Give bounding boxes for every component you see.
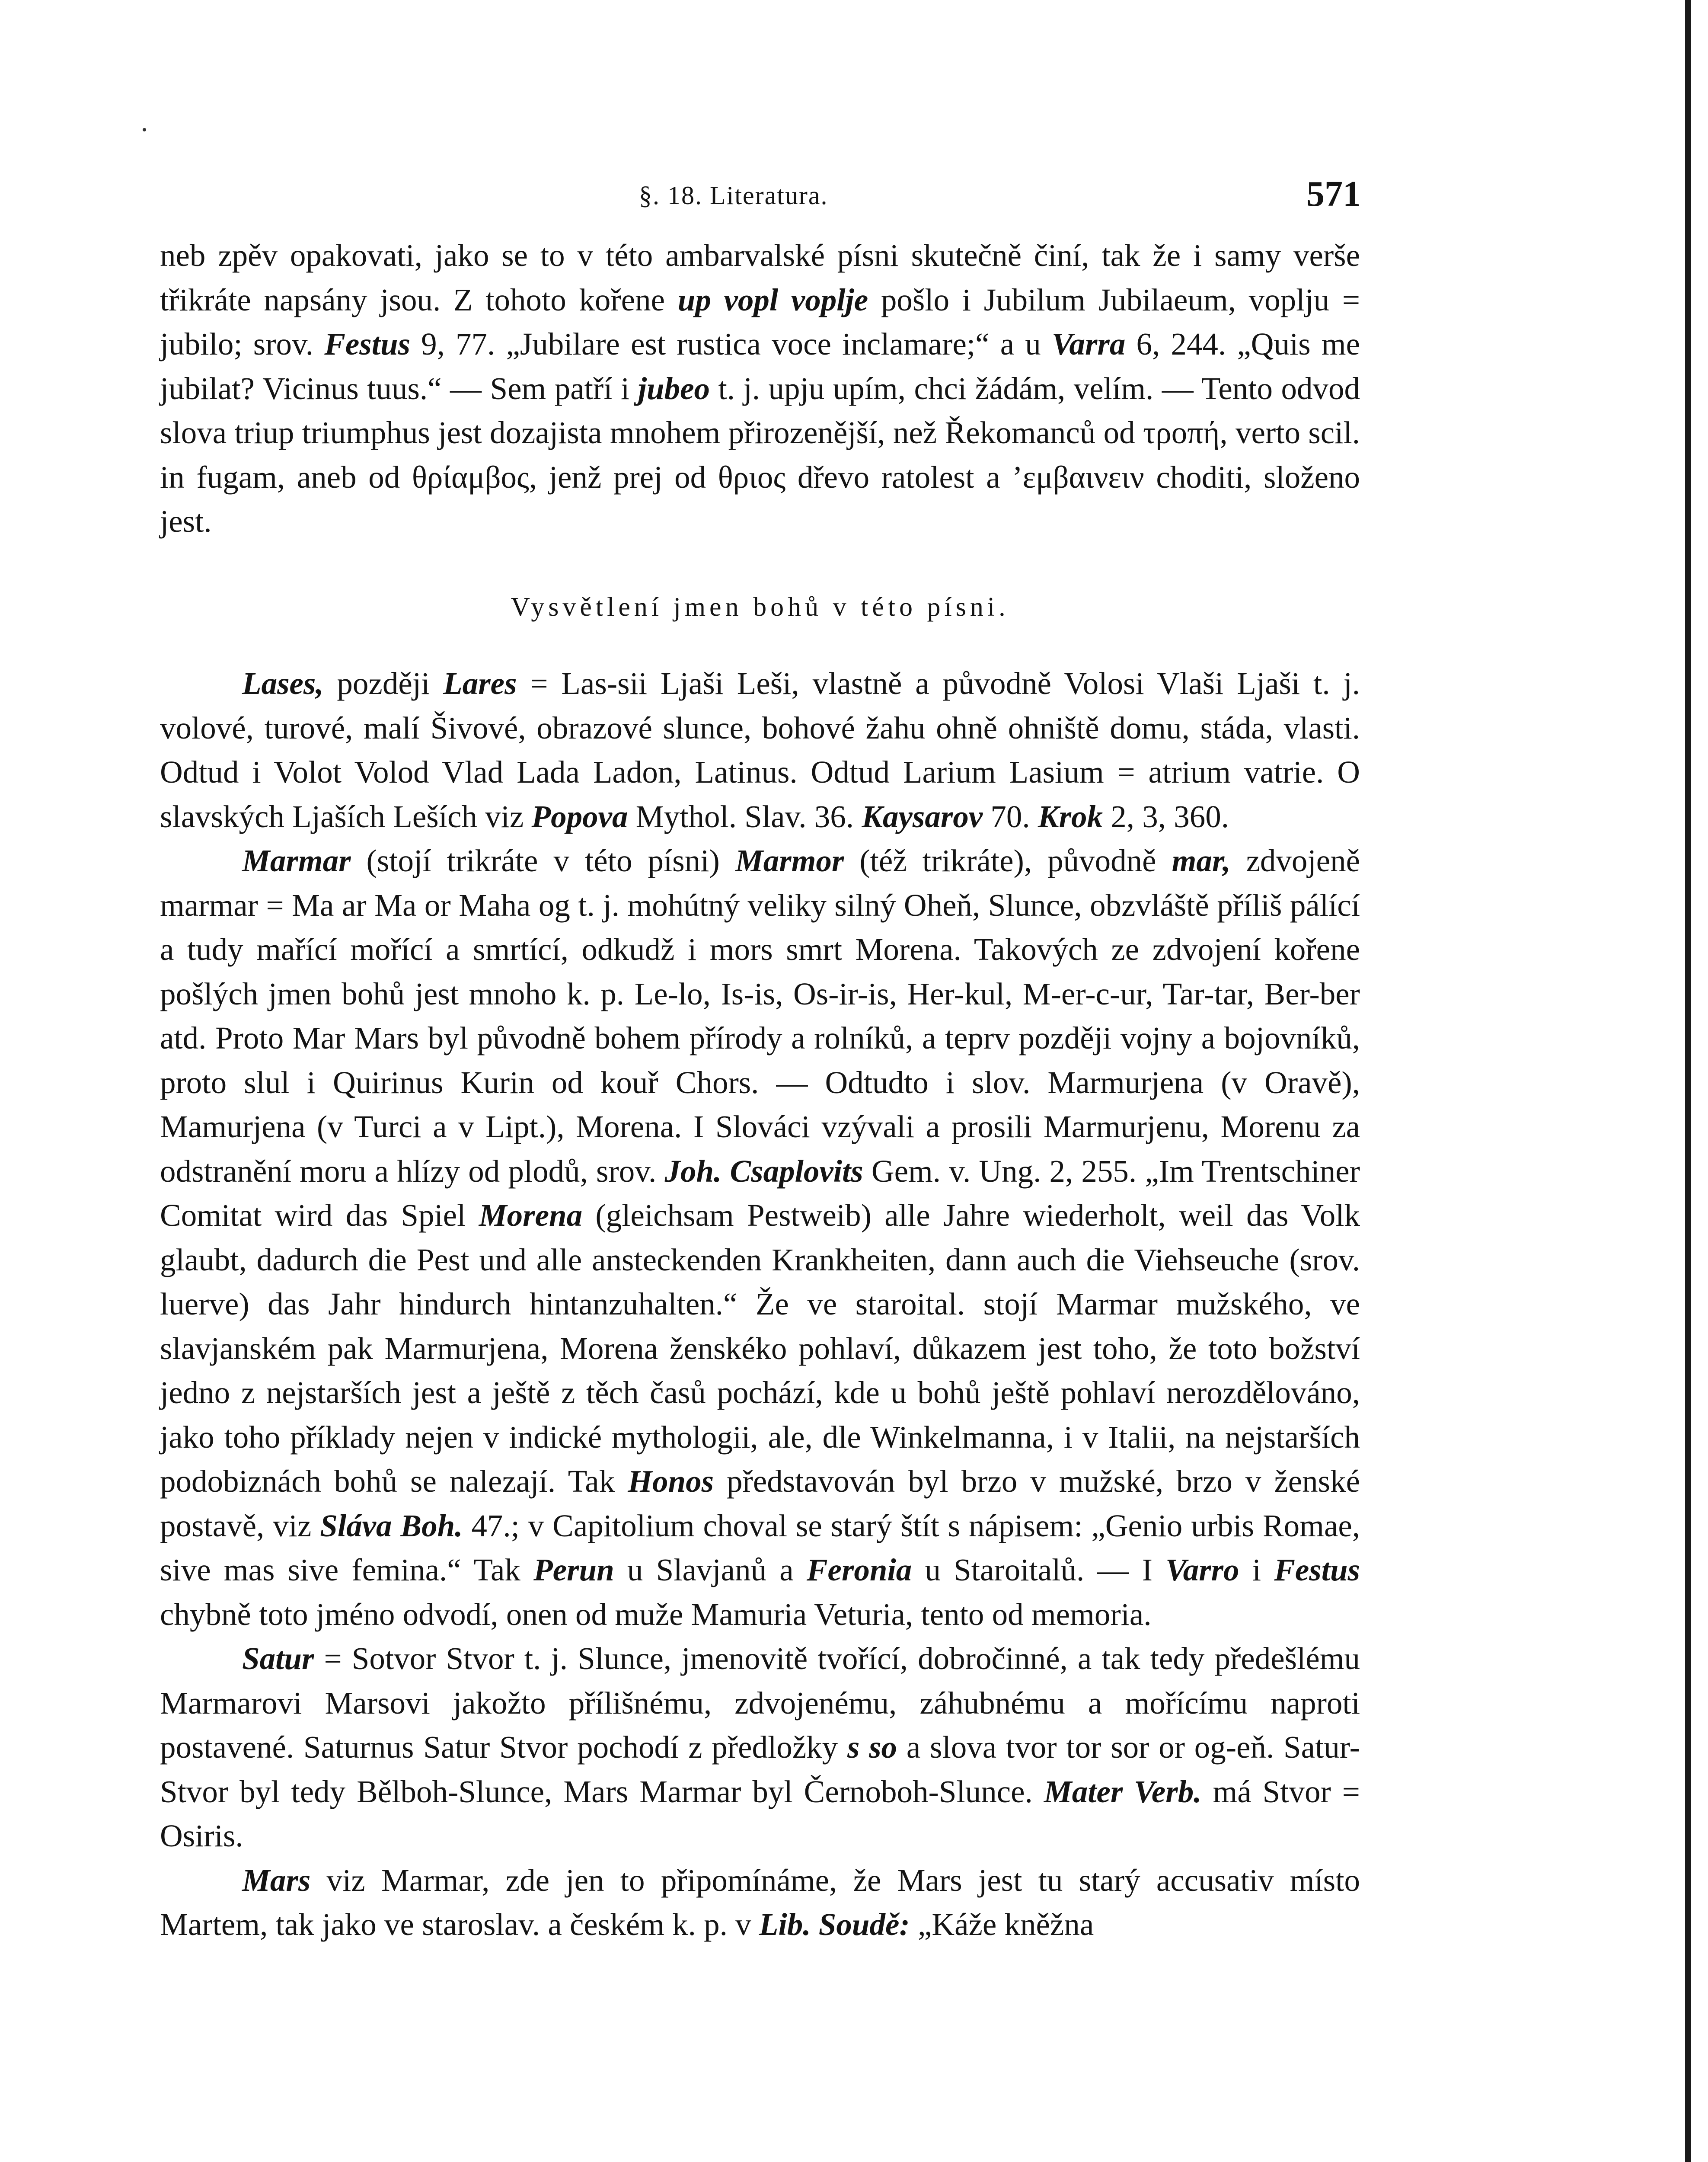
text-run: a slova tvor tor sor or og-eň. Satur-Stvor byl tedy Bělboh-Slunce, Mars Marmar byl Černoboh-Slunce.: [160, 1730, 1360, 1809]
scan-border: [1685, 0, 1691, 2162]
italic-term: Lares: [443, 666, 517, 701]
entry-satur: [160, 1637, 1360, 1858]
text-run: = Sotvor Stvor t. j. Slunce, jmenovitě tvořící, dobročinné, a tak tedy předešlému Marmarovi Marsovi jakožto přílišnému, zdvojenému, záhubnému a mořícímu naproti postavené. Saturnus Satur Stvor pochodí z předložky: [160, 1641, 1360, 1765]
text-run: (stojí trikráte v této písni): [351, 843, 735, 878]
text-run: má Stvor = Osiris.: [160, 1774, 1360, 1853]
text-run: pošlo i Jubilum Jubilaeum, voplju = jubilo; srov.: [160, 282, 1360, 361]
text-run: chybně toto jméno odvodí, onen od muže Mamuria Veturia, tento od memoria.: [160, 1596, 1152, 1632]
italic-term: Marmor: [735, 843, 844, 878]
text-run: Mythol. Slav. 36.: [628, 799, 862, 834]
text-run: Gem. v. Ung. 2, 255. „Im Trentschiner Comitat wird das Spiel: [160, 1153, 1360, 1233]
entry-marmar: [160, 839, 1360, 1637]
italic-term: Feronia: [806, 1552, 912, 1587]
text-run: (gleichsam Pestweib) alle Jahre wiederholt, weil das Volk glaubt, dadurch die Pest und alle ansteckenden Krankheiten, dann auch die Viehseuche (srov. luerve) das Jahr hindurch hintanzuhalten.“ Že ve staroital. stojí Marmar mužského, ve slavjanském pak Marmurjena, Morena ženskéko pohlaví, důkazem jest toho, že toto božství jedno z nejstarších jest a ještě z těch časů pochází, kde u bohů ještě pohlaví nerozdělováno, jako toho příklady nejen v indické mythologii, ale, dle Winkelmanna, i v Italii, na nejstarších podobiznách bohů se nalezají. Tak: [160, 1198, 1360, 1499]
section-heading: Vysvětlení jmen bohů v této písni.: [511, 592, 1009, 622]
italic-term: Honos: [628, 1464, 714, 1499]
entry-mars: [160, 1858, 1360, 1947]
text-run: 70.: [983, 799, 1038, 834]
italic-term: Sláva Boh.: [320, 1508, 463, 1543]
italic-term: Mars: [242, 1862, 311, 1898]
italic-term: Satur: [242, 1641, 314, 1676]
italic-term: Varra: [1051, 326, 1126, 361]
italic-term: mar,: [1172, 843, 1231, 878]
italic-term: s so: [847, 1730, 897, 1765]
text-run: i: [1239, 1552, 1274, 1587]
italic-term: Lases,: [242, 666, 324, 701]
text-run: u Staroitalů. — I: [912, 1552, 1166, 1587]
text-run: viz Marmar, zde jen to připomínáme, že Mars jest tu starý accusativ místo Martem, tak jako ve staroslav. a českém k. p. v: [160, 1862, 1360, 1942]
italic-term: Perun: [533, 1552, 614, 1587]
text-run: t. j. upju upím, chci žádám, velím. — Tento odvod slova triup triumphus jest dozajista mnohem přirozenější, než Řekomanců od τροπή, verto scil. in fugam, aneb od θρίαμβος, jenž prej od θριος dřevo ratolest a ’εμβαινειν choditi, složeno jest.: [160, 371, 1360, 539]
text-run: 6, 244. „Quis me jubilat? Vicinus tuus.“ — Sem patří i: [160, 326, 1360, 406]
italic-term: Lib. Soudě:: [759, 1907, 910, 1942]
text-run: neb zpěv opakovati, jako se to v této ambarvalské písni skutečně činí, tak že i samy verše třikráte napsány jsou. Z tohoto kořene: [160, 238, 1360, 317]
text-run: u Slavjanů a: [614, 1552, 807, 1587]
scan-speck: [143, 128, 146, 131]
italic-term: up vopl voplje: [677, 282, 868, 317]
entry-lases: [160, 662, 1360, 839]
text-run: zdvojeně marmar = Ma ar Ma or Maha og t. j. mohútný veliky silný Oheň, Slunce, obzvláště příliš pálící a tudy mařící mořící a smrtící, odkudž i mors smrt Morena. Takových ze zdvojení kořene pošlých jmen bohů jest mnoho k. p. Le-lo, Is-is, Os-ir-is, Her-kul, M-er-c-ur, Tar-tar, Ber-ber atd. Proto Mar Mars byl původně bohem přírody a rolníků, a teprv později vojny a bojovníků, proto slul i Quirinus Kurin od kouř Chors. — Odtudto i slov. Marmurjena (v Oravě), Mamurjena (v Turci a v Lipt.), Morena. I Slováci vzývali a prosili Marmurjenu, Morenu za odstranění moru a hlízy od plodů, srov.: [160, 843, 1360, 1189]
italic-term: Festus: [1274, 1552, 1360, 1587]
italic-term: Krok: [1038, 799, 1103, 834]
italic-term: Marmar: [242, 843, 351, 878]
italic-term: Festus: [324, 326, 410, 361]
italic-term: jubeo: [638, 371, 710, 406]
italic-term: Popova: [531, 799, 628, 834]
page-header: [0, 174, 1708, 221]
running-head: §. 18. Literatura.: [639, 181, 828, 210]
italic-term: Mater Verb.: [1044, 1774, 1202, 1809]
text-run: „Káže kněžna: [910, 1907, 1094, 1942]
body-text: [160, 233, 1360, 1947]
italic-term: Varro: [1165, 1552, 1239, 1587]
page-number: 571: [1306, 174, 1361, 214]
text-run: 47.; v Capitolium choval se starý štít s nápisem: „Genio urbis Romae, sive mas sive femina.“ Tak: [160, 1508, 1360, 1587]
italic-term: Kaysarov: [862, 799, 983, 834]
text-run: = Las-sii Ljaši Leši, vlastně a původně Volosi Vlaši Ljaši t. j. volové, turové, malí Šivové, obrazové slunce, bohové žahu ohně ohniště domu, stáda, vlasti. Odtud i Volot Volod Vlad Lada Ladon, Latinus. Odtud Larium Lasium = atrium vatrie. O slavských Ljaších Leších viz: [160, 666, 1360, 834]
text-run: 9, 77. „Jubilare est rustica voce inclamare;“ a u: [410, 326, 1052, 361]
paragraph: [160, 233, 1360, 544]
italic-term: Morena: [479, 1198, 583, 1233]
italic-term: Joh. Csaplovits: [664, 1153, 863, 1189]
text-run: později: [323, 666, 444, 701]
text-run: představován byl brzo v mužské, brzo v ženské postavě, viz: [160, 1464, 1360, 1543]
text-run: 2, 3, 360.: [1102, 799, 1229, 834]
text-run: (též trikráte), původně: [844, 843, 1172, 878]
